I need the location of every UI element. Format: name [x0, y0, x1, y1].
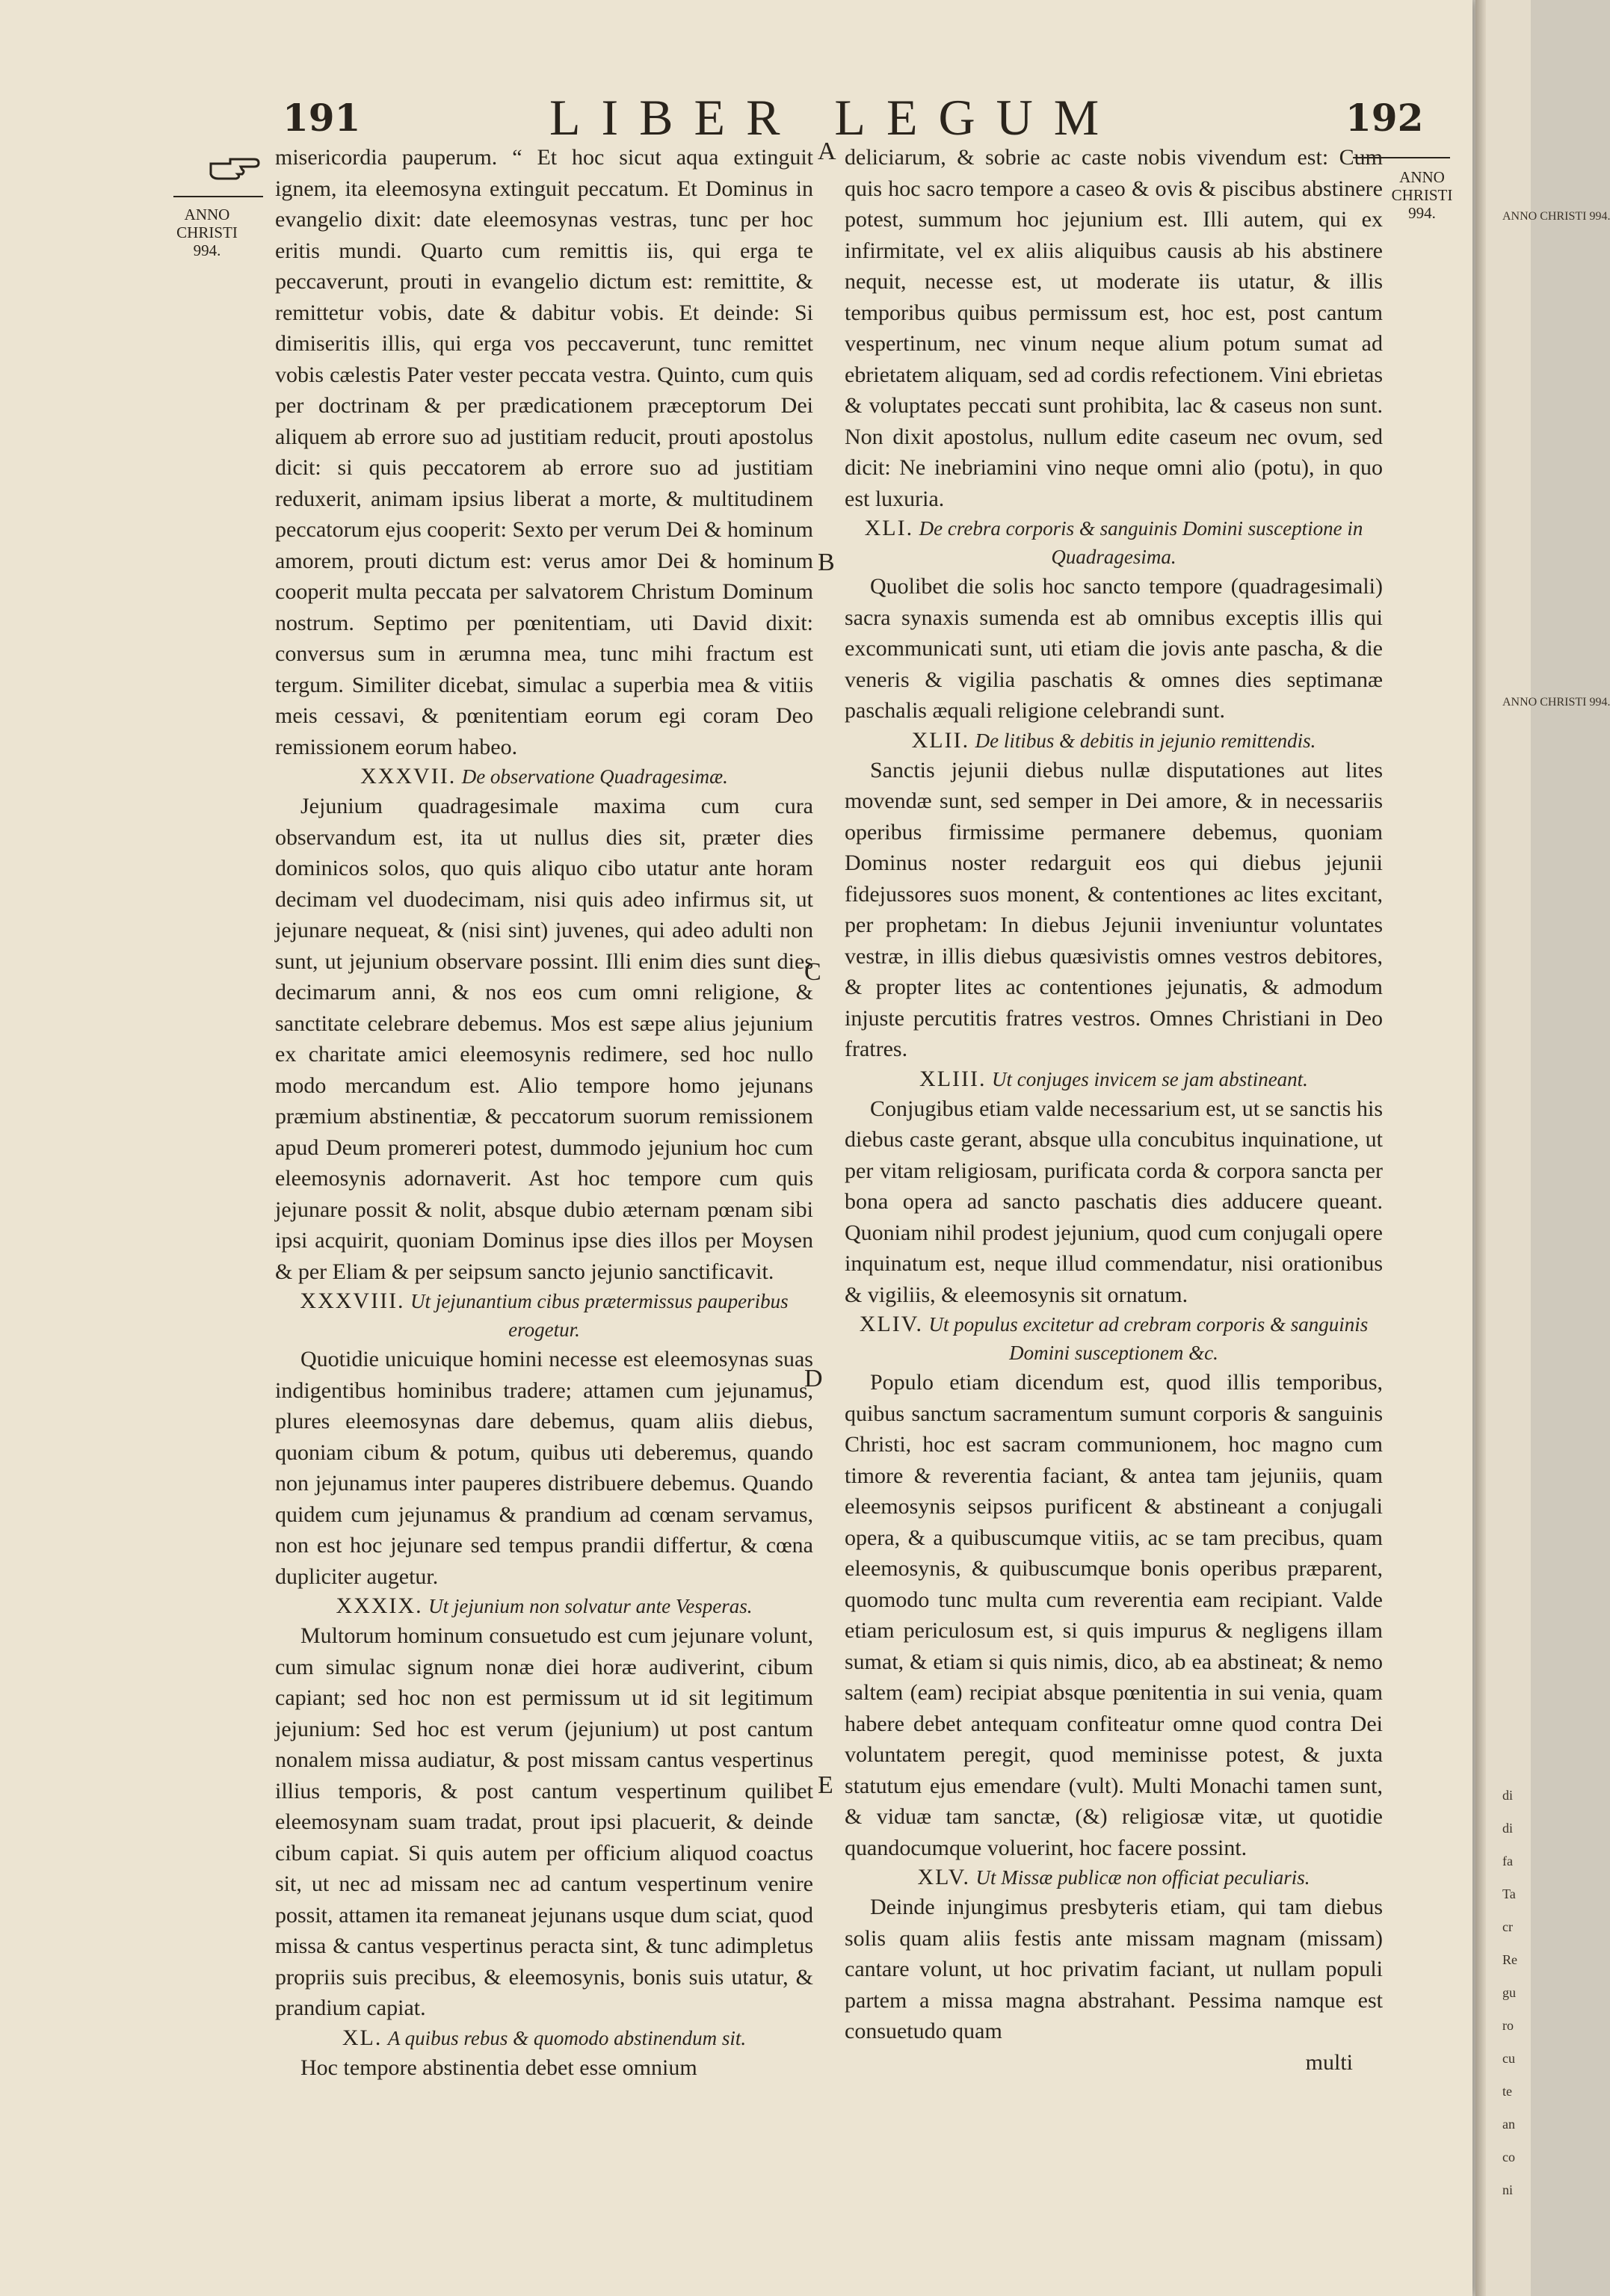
catchword: multi — [1305, 2049, 1353, 2075]
section-letter-c: C — [804, 958, 821, 986]
chapter-number: XLIV. — [859, 1312, 924, 1336]
chapter-caption: Ut jejunantium cibus prætermissus pauperibus erogetur. — [410, 1290, 789, 1341]
paragraph: Quolibet die solis hoc sancto tempore (quadragesimali) sacra synaxis sumenda est ab omnibus exceptis illis qui excommunicati sunt, uti etiam die jovis ante pascha, & die veneris & vigilia paschatis & omnes dies septimanæ paschalis æquali religione celebrandi sunt. — [845, 574, 1383, 723]
chapter-number: XXXVII. — [360, 764, 457, 789]
paragraph: Conjugibus etiam valde necessarium est, ut se sanctis his diebus caste gerant, absque ulla concubitus inquinatione, ut per vitam religiosam, purificata corda & corpora sancta per bona opera ad sancto paschatis dies adducere queant. Quoniam nihil prodest jejunium, quod cum conjugali opere inquinatum est, neque illud commendatur, nisi orationibus & vigiliis, & eleemosynis sit ornatum. — [845, 1096, 1383, 1307]
margin-note-left — [166, 206, 248, 259]
section-letter-b: B — [818, 549, 835, 576]
chapter-caption: Ut conjuges invicem se jam abstineant. — [992, 1067, 1308, 1090]
chapter-heading — [845, 1310, 1383, 1367]
section-letter-a: A — [818, 138, 836, 165]
chapter-caption: De crebra corporis & sanguinis Domini susceptione in Quadragesima. — [919, 517, 1363, 568]
chapter-number: XLII. — [911, 727, 970, 753]
chapter-caption: Ut Missæ publicæ non officiat peculiaris. — [975, 1866, 1310, 1889]
paragraph: deliciarum, & sobrie ac caste nobis vivendum est: Cum quis hoc sacro tempore a caseo & ovis & piscibus abstinere potest, summum hoc jejunium est. Illi autem, qui ex infirmitate, vel ex aliis aliquibus causis ab his abstinere nequit, necesse est, ut moderate iis utatur, & illis temporibus quibus permissum est, hoc est, post cantum vespertinum, nec vinum neque alium potum sumat ad ebrietatem aliquam, sed ad cordis refectionem. Vini ebrietas & voluptates peccati sunt prohibita, lac & caseus non sunt. Non dixit apostolus, nullum edite caseum nec ovum, sed dicit: Ne inebriamini vino neque omni alio (potu), in quo est luxuria. — [845, 145, 1383, 511]
paragraph: Multorum hominum consuetudo est cum jejunare volunt, cum simulac signum nonæ diei horæ audiverint, cibum capiant; sed hoc non est permissum ut id sit legitimum jejunium: Sed hoc est verum (jejunium) ut post cantum nonalem missa audiatur, & post missam cantus vespertinus illius temporis, & post cantum vespertinum quilibet eleemosynam suam tradat, prout ipsi placuerit, & deinde cibum capiat. Si quis autem per officium aliquod coactus sit, ut nec ad missam nec ad cantum vespertinum venire possit, attamen ita remaneat jejunans usque dum sciat, quod missa & cantus vespertinus peracta sint, & tunc adimpletus propriis suis precibus, & eleemosynis, bonis suis utatur, & prandium capiat. — [275, 1623, 813, 2020]
chapter-heading — [845, 514, 1383, 571]
chapter-number: XLIII. — [919, 1066, 987, 1091]
margin-rule-left — [173, 196, 263, 197]
chapter-number: XLV. — [917, 1865, 971, 1889]
next-page-edge-text: di di fa Ta cr Re gu ro cu te an co ni — [1502, 1788, 1517, 2197]
chapter-number: XXXVIII. — [300, 1289, 405, 1313]
paragraph: Deinde injungimus presbyteris etiam, qui tam diebus solis quam aliis festis ante missam magnam (missam) cantare volunt, ut hoc privatim faciant, ut nullam populi partem a missa magna abstrahant. Pessima namque est consuetudo quam — [845, 1895, 1383, 2043]
chapter-caption: De litibus & debitis in jejunio remittendis. — [975, 729, 1316, 752]
margin-christi-left: CHRISTI — [176, 223, 238, 241]
chapter-number: XXXIX. — [336, 1593, 423, 1618]
section-letter-e: E — [818, 1771, 833, 1799]
chapter-heading — [275, 1592, 813, 1620]
chapter-heading — [845, 1863, 1383, 1892]
paragraph: misericordia pauperum. “ Et hoc sicut aqua extinguit ignem, ita eleemosyna extinguit peccatum. Et Dominus in evangelio dixit: date eleemosynas vestras, tunc per hoc eritis mundi. Quarto cum remittis iis, qui erga te peccaverunt, prouti in evangelio dictum est: remittite, & remittetur vobis, date & dabitur vobis. Et deinde: Si dimiseritis illis, qui erga vos peccaverunt, tunc remittet vobis cælestis Pater vester peccata vestra. Quinto, cum quis per doctrinam & per prædicationem præceptorum Dei aliquem ab errore suo ad justitiam reducit, prouti apostolus dicit: si quis peccatorem ab errore suo ad justitiam reduxerit, animam ipsius liberat a morte, & multitudinem peccatorum ejus cooperit: Sexto per verum Dei & hominum amorem, prouti dictum est: verus amor Dei & hominum cooperit multa peccata per salvatorem Christum Dominum nostrum. Septimo per pœnitentiam, uti David dixit: conversus sum in ærumna mea, tunc mihi fractum est tergum. Similiter dicebat, simulac a superbia mea & vitiis meis cessavi, & pœnitentiam eorum egi coram Deo remissionem eorum habeo. — [275, 145, 813, 759]
running-title: LIBER LEGUM — [549, 89, 1120, 146]
pointing-hand-icon — [208, 153, 260, 183]
chapter-caption: Ut populus excitetur ad crebram corporis & sanguinis Domini susceptionem &c. — [928, 1313, 1369, 1364]
paragraph: Hoc tempore abstinentia debet esse omnium — [300, 2055, 697, 2080]
chapter-number: XL. — [342, 2025, 383, 2050]
next-page-anno-top: ANNO CHRISTI 994. — [1502, 210, 1610, 223]
section-letter-d: D — [804, 1365, 823, 1392]
margin-note-right — [1383, 168, 1461, 222]
margin-christi-right: CHRISTI — [1391, 186, 1453, 204]
paragraph: Populo etiam dicendum est, quod illis temporibus, quibus sanctum sacramentum sumunt corporis & sanguinis Christi, hoc est sacram communionem, hoc magno cum timore & reverentia faciant, & antea tam jejuniis, quam eleemosynis seipsos purificent & abstineant a conjugali opera, & a quibuscumque vitiis, ac se tam precibus, quam eleemosynis, & quibuscumque bonis operibus præparent, quomodo tunc multa cum reverentia eam recipiant. Valde etiam periculosum est, si quis impurus & negligens illam sumat, & etiam si quis nimis, dico, ab ea abstineat; & nemo saltem (eam) recipiat absque pœnitentia in sui venia, quam habere debet antequam confiteatur omne quod contra Dei voluntatem peregit, quod meminisse potest, & juxta statutum ejus emendare (vult). Multi Monachi tamen sunt, & viduæ tam sanctæ, (&) religiosæ vitæ, ut quotidie quandocumque voluerint, hoc facere possint. — [845, 1370, 1383, 1860]
chapter-caption: A quibus rebus & quomodo abstinendum sit. — [387, 2026, 747, 2049]
chapter-heading — [845, 726, 1383, 755]
chapter-heading — [275, 1287, 813, 1344]
page-number-left: 191 — [283, 96, 361, 140]
margin-year-left: 994. — [193, 241, 221, 259]
page-gutter — [1475, 0, 1486, 2296]
margin-anno-left: ANNO — [184, 206, 230, 223]
next-page-anno-mid: ANNO CHRISTI 994. — [1502, 696, 1610, 709]
margin-year-right: 994. — [1408, 204, 1436, 222]
chapter-caption: Ut jejunium non solvatur ante Vesperas. — [428, 1595, 753, 1617]
right-text-column — [845, 142, 1383, 2078]
page-number-right: 192 — [1345, 96, 1424, 140]
chapter-heading — [845, 1065, 1383, 1093]
paragraph: Jejunium quadragesimale maxima cum cura observandum est, ita ut nullus dies sit, præter dies dominicos solos, quo quis aliquo cibo utatur ante horam decimam vel duodecimam, nisi quis adeo infirmus sit, ut jejunare nequeat, & (nisi sint) juvenes, qui adeo adulti non sunt, ut jejunium observare possint. Illi enim dies sunt dies decimarum anni, & nos eos cum omni religione, & sanctitate celebrare debemus. Mos est sæpe alius jejunium ex charitate amici eleemosynis redimere, sed hoc nullo modo mercandum est. Alio tempore homo jejunans præmium abstinentiæ, & peccatorum suorum remissionem apud Deum promereri potest, dummodo jejunium hoc cum eleemosynis adornaverit. Ast hoc tempore cum quis jejunare possit & nolit, absque dubio æternam pœnam sibi ipsi acquirit, quoniam Dominus ipse dies illos per Moysen & per Eliam & per seipsum sancto jejunio sanctificavit. — [275, 794, 813, 1284]
chapter-heading — [275, 762, 813, 791]
paragraph: Quotidie unicuique homini necesse est eleemosynas suas indigentibus hominibus tradere; attamen cum jejunamus, plures eleemosynas dare debemus, quam aliis diebus, quoniam cibum & potum, quibus uti deberemus, quando non jejunamus inter pauperes distribuere debemus. Quando quidem cum jejunamus & prandium ad cœnam servamus, non est hoc jejunare sed tempus prandii differtur, & cœna dupliciter augetur. — [275, 1347, 813, 1589]
paragraph: Sanctis jejunii diebus nullæ disputationes aut lites movendæ sunt, sed semper in Dei amore, & in necessariis operibus firmissime permanere debemus, quoniam Dominus noster redarguit eos qui diebus jejunii fidejussores suos monent, & contentiones ac lites excitant, per prophetam: In diebus Jejunii inveniuntur voluntates vestræ, in illis diebus quæsivistis omnes vestros debitores, & propter lites ac contentiones jejunatis, & admodum injuste percutitis fratres vestros. Omnes Christiani in Deo fratres. — [845, 757, 1383, 1061]
chapter-heading — [275, 2024, 813, 2052]
chapter-caption: De observatione Quadragesimæ. — [461, 765, 728, 788]
margin-anno-right: ANNO — [1399, 168, 1445, 186]
left-text-column — [275, 142, 813, 2083]
chapter-number: XLI. — [864, 516, 914, 540]
